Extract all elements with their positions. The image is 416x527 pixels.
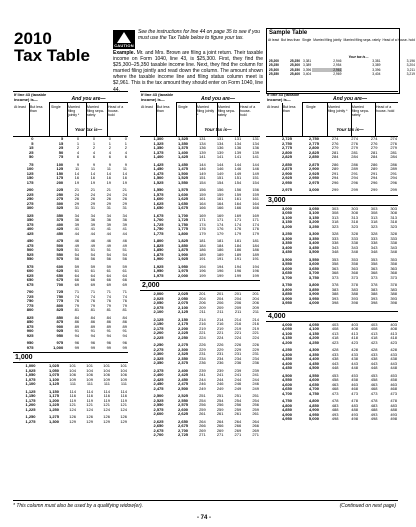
tax-rows-block-e <box>266 137 398 193</box>
table-row: 1,850 1,875 186 186 186 186 <box>153 247 259 252</box>
table-row: 2,950 2,975 296 296 296 296 <box>281 179 397 185</box>
table-row: 75 100 9 9 9 9 <box>29 161 127 167</box>
table-row: 125 150 14 14 14 14 <box>26 170 127 176</box>
tax-rows-block-b <box>13 364 128 424</box>
table-row: 275 300 29 29 29 29 <box>26 200 127 206</box>
table-row: 2,500 2,525 251 251 251 251 <box>153 393 259 398</box>
table-row: 1,350 1,375 136 136 136 136 <box>153 145 259 150</box>
table-row: 3,850 3,900 388 388 388 388 <box>281 291 397 296</box>
table-row: 825 850 84 84 84 84 <box>26 314 127 320</box>
table-row: 2,575 2,600 259 259 259 259 <box>153 406 259 412</box>
table-row: 2,375 2,400 239 239 239 239 <box>153 367 259 373</box>
table-row: 3,700 3,750 373 373 373 373 <box>281 274 397 280</box>
table-row: 1,975 2,000 199 199 199 199 <box>153 272 259 278</box>
table-row: 2,050 2,075 206 206 206 206 <box>153 300 259 305</box>
table-row: 525 550 54 54 54 54 <box>26 251 127 257</box>
table-row: 2,250 2,275 226 226 226 226 <box>153 342 259 347</box>
table-row: 0 5 0 0 0 0 <box>31 136 127 141</box>
table-row: 2,925 2,950 294 294 294 294 <box>281 175 397 180</box>
table-row: 2,550 2,575 256 256 256 256 <box>153 402 259 407</box>
table-row: 4,450 4,500 448 448 448 448 <box>281 365 397 370</box>
tax-rows-block-a <box>13 137 128 350</box>
table-row: 150 175 16 16 16 16 <box>26 175 127 180</box>
table-row: 2,000 2,025 201 201 201 201 <box>153 291 259 296</box>
table-row: 4,800 4,850 483 483 483 483 <box>281 402 397 408</box>
table-row: 800 825 81 81 81 81 <box>26 307 127 312</box>
table-row: 1,675 1,700 169 169 169 169 <box>153 212 259 218</box>
table-row: 1,400 1,425 141 141 141 141 <box>153 154 259 159</box>
table-row: 3,900 3,950 393 393 393 393 <box>281 295 397 301</box>
sample-table: Sample Table At least But less than Single Married filing jointly Married filing sepa- rately Head of a house- hold Your tax is— 25,200 25,250 3,381 2,946 3,381 3,196 25,250 25,300 3,389 2,954 3,389 3,204 25,300 25,350 3,396 2,961 3,396 3,211 25,350 25,400 3,404 2,969 3,404 3,219 <box>266 28 400 94</box>
table-row: 1,750 1,775 176 176 176 176 <box>153 226 259 231</box>
table-row: 1,200 1,225 121 121 121 121 <box>25 402 127 407</box>
year-heading: 2010 <box>14 29 52 48</box>
table-row: 3,950 4,000 398 398 398 398 <box>281 300 397 305</box>
table-row: 1,650 1,675 166 166 166 166 <box>153 205 259 210</box>
table-row: 2,025 2,050 204 204 204 204 <box>153 295 259 301</box>
table-row: 1,825 1,850 184 184 184 184 <box>153 242 259 248</box>
table-row: 1,925 1,950 194 194 194 194 <box>153 263 259 269</box>
table-row: 1,250 1,275 126 126 126 126 <box>25 414 127 419</box>
table-row: 2,850 2,875 286 286 286 286 <box>281 161 397 167</box>
table-row: 1,575 1,600 159 159 159 159 <box>153 191 259 197</box>
sample-row: 25,250 25,300 3,389 2,954 3,389 3,204 <box>268 63 415 68</box>
table-row: 4,100 4,150 413 413 413 413 <box>281 330 397 336</box>
table-row: 3,650 3,700 368 368 368 368 <box>281 270 397 275</box>
table-row: 4,750 4,800 478 478 478 478 <box>281 398 397 403</box>
table-row: 3,050 3,100 308 308 308 308 <box>281 210 397 215</box>
column-header: If line 43 (taxable income) is— And you are— At least But less than Single Married filing jointly * Married filing sepa- rately Head of a house- hold Your tax is— <box>13 92 128 137</box>
table-row: 1,075 1,100 109 109 109 109 <box>25 376 127 382</box>
table-row: 3,100 3,150 313 313 313 313 <box>281 214 397 220</box>
table-row: 25 50 4 4 4 4 <box>29 149 127 155</box>
table-row: 2,900 2,925 291 291 291 291 <box>281 170 397 176</box>
table-row: 625 650 64 64 64 64 <box>26 272 127 278</box>
example-text: Example. Mr. and Mrs. Brown are filing a joint return. Their taxable income on Form 1040, line 43, is $25,300. First, they find the $25,300–25,350 taxable income line. Next, they find the column for married filing jointly and read down the column. The amount shown where the taxable income line and filing status column meet is $2,961. This is the tax amount they should enter on Form 1040, line 44. <box>113 50 263 93</box>
table-row: 175 200 19 19 19 19 <box>26 179 127 185</box>
table-row: 2,650 2,675 266 266 266 266 <box>153 423 259 428</box>
sample-table-title: Sample Table <box>269 30 308 36</box>
table-row: 2,075 2,100 209 209 209 209 <box>153 304 259 310</box>
table-row: 4,700 4,750 473 473 473 473 <box>281 390 397 396</box>
sample-row: 25,200 25,250 3,381 2,946 3,381 3,196 <box>268 59 415 64</box>
table-row: 250 275 26 26 26 26 <box>26 196 127 201</box>
table-row: 425 450 44 44 44 44 <box>26 230 127 236</box>
column-2 <box>140 91 260 438</box>
table-row: 1,700 1,725 171 171 171 171 <box>153 217 259 222</box>
table-row: 1,600 1,625 161 161 161 161 <box>153 196 259 201</box>
table-row: 1,550 1,575 156 156 156 156 <box>153 187 259 192</box>
page-title: Tax Table <box>14 46 90 65</box>
table-row: 900 925 91 91 91 91 <box>26 328 127 333</box>
table-row: 2,525 2,550 254 254 254 254 <box>153 397 259 403</box>
table-row: 550 575 56 56 56 56 <box>26 256 127 261</box>
table-row: 875 900 89 89 89 89 <box>26 323 127 329</box>
table-row: 4,550 4,600 458 458 458 458 <box>281 377 397 382</box>
intro-text: See the instructions for line 44 on page 35 to see if you must use the Tax Table below to figure your tax. <box>138 29 261 42</box>
section-heading: 4,000 <box>266 311 398 322</box>
page-number: - 74 - <box>196 515 211 521</box>
table-row: 4,150 4,200 418 418 418 418 <box>281 335 397 340</box>
table-row: 3,800 3,850 383 383 383 383 <box>281 286 397 292</box>
column-header: If line 43 (taxable income) is— And you are— At least But less than Single Married filing jointly * Married filing sepa- rately Head of a house- hold Your tax is— <box>140 92 260 137</box>
table-row: 3,750 3,800 378 378 378 378 <box>281 282 397 287</box>
table-row: 1,875 1,900 189 189 189 189 <box>153 251 259 257</box>
table-row: 3,200 3,250 323 323 323 323 <box>281 223 397 229</box>
table-row: 1,150 1,175 116 116 116 116 <box>25 393 127 398</box>
table-row: 2,725 2,750 274 274 274 274 <box>281 136 397 141</box>
table-row: 2,675 2,700 269 269 269 269 <box>153 427 259 433</box>
table-row: 2,200 2,225 221 221 221 221 <box>153 330 259 335</box>
table-row: 2,425 2,450 244 244 244 244 <box>153 376 259 382</box>
table-row: 850 875 86 86 86 86 <box>26 319 127 324</box>
table-row: 4,500 4,550 453 453 453 453 <box>281 372 397 378</box>
table-row: 3,450 3,500 348 348 348 348 <box>281 249 397 254</box>
sample-row: 25,350 25,400 3,404 2,969 3,404 3,219 <box>268 71 415 76</box>
table-row: 3,400 3,450 343 343 343 343 <box>281 244 397 250</box>
table-row: 4,650 4,700 468 468 468 468 <box>281 386 397 391</box>
tax-rows-block-g <box>266 323 398 425</box>
table-row: 4,250 4,300 428 428 428 428 <box>281 347 397 352</box>
table-row: 725 750 74 74 74 74 <box>26 293 127 299</box>
table-row: 2,475 2,500 249 249 249 249 <box>153 385 259 391</box>
section-heading: 3,000 <box>266 195 398 206</box>
table-row: 5 15 1 1 1 1 <box>31 140 127 146</box>
table-row: 1,300 1,325 131 131 131 131 <box>153 136 259 141</box>
table-row: 475 500 49 49 49 49 <box>26 242 127 248</box>
table-row: 2,225 2,250 224 224 224 224 <box>153 334 259 340</box>
table-row: 2,400 2,425 241 241 241 241 <box>153 372 259 377</box>
table-row: 950 975 96 96 96 96 <box>26 340 127 345</box>
table-row: 2,450 2,475 246 246 246 246 <box>153 381 259 386</box>
section-heading: 2,000 <box>140 280 260 291</box>
table-row: 2,825 2,850 284 284 284 284 <box>281 154 397 159</box>
table-row: 4,050 4,100 408 408 408 408 <box>281 326 397 331</box>
table-row: 925 950 94 94 94 94 <box>26 332 127 338</box>
sample-row: 25,300 25,350 3,396 2,961 3,396 3,211 <box>268 67 415 72</box>
table-row: 2,125 2,150 214 214 214 214 <box>153 316 259 322</box>
table-row: 1,025 1,050 104 104 104 104 <box>25 367 127 373</box>
table-row: 2,275 2,300 229 229 229 229 <box>153 346 259 352</box>
table-row: 2,625 2,650 264 264 264 264 <box>153 418 259 424</box>
table-row: 1,525 1,550 154 154 154 154 <box>153 179 259 185</box>
table-row: 700 725 71 71 71 71 <box>26 289 127 294</box>
table-row: 2,875 2,900 289 289 289 289 <box>281 166 397 171</box>
table-row: 1,225 1,250 124 124 124 124 <box>25 406 127 412</box>
table-row: 3,600 3,650 363 363 363 363 <box>281 265 397 271</box>
table-row: 2,975 3,000 299 299 299 299 <box>281 187 397 192</box>
table-row: 375 400 39 39 39 39 <box>26 221 127 227</box>
table-row: 2,300 2,325 231 231 231 231 <box>153 351 259 356</box>
table-row: 350 375 36 36 36 36 <box>26 217 127 222</box>
table-row: 1,500 1,525 151 151 151 151 <box>153 175 259 180</box>
table-row: 100 125 11 11 11 11 <box>26 166 127 171</box>
table-row: 4,000 4,050 403 403 403 403 <box>281 321 397 327</box>
table-row: 1,450 1,475 146 146 146 146 <box>153 166 259 171</box>
table-row: 1,000 1,025 101 101 101 101 <box>25 363 127 368</box>
tax-rows-block-c <box>140 137 260 278</box>
table-row: 4,350 4,400 438 438 438 438 <box>281 356 397 361</box>
table-row: 600 625 61 61 61 61 <box>26 268 127 273</box>
table-row: 2,350 2,375 236 236 236 236 <box>153 360 259 365</box>
table-row: 4,850 4,900 488 488 488 488 <box>281 407 397 412</box>
table-row: 3,150 3,200 318 318 318 318 <box>281 219 397 224</box>
table-row: 2,775 2,800 279 279 279 279 <box>281 145 397 150</box>
table-row: 4,950 5,000 498 498 498 498 <box>281 416 397 421</box>
table-row: 4,600 4,650 463 463 463 463 <box>281 381 397 387</box>
table-row: 1,475 1,500 149 149 149 149 <box>153 170 259 176</box>
table-row: 3,250 3,300 328 328 328 328 <box>281 231 397 236</box>
column-1 <box>13 91 128 424</box>
table-row: 675 700 69 69 69 69 <box>26 281 127 287</box>
table-row: 1,950 1,975 196 196 196 196 <box>153 268 259 273</box>
table-row: 3,300 3,350 333 333 333 333 <box>281 235 397 241</box>
table-row: 1,425 1,450 144 144 144 144 <box>153 161 259 167</box>
table-row: 975 1,000 99 99 99 99 <box>26 344 127 350</box>
table-row: 3,000 3,050 303 303 303 303 <box>281 205 397 211</box>
table-row: 2,175 2,200 219 219 219 219 <box>153 325 259 331</box>
column-header: If line 43 (taxable income) is— And you are— At least But less than Single Married filing jointly * Married filing sepa- rately Head of a house- hold Your tax is— <box>266 92 398 137</box>
table-row: 575 600 59 59 59 59 <box>26 263 127 269</box>
section-heading: 1,000 <box>13 352 128 363</box>
table-row: 2,700 2,725 271 271 271 271 <box>153 432 259 437</box>
caution-icon: CAUTION <box>113 30 135 49</box>
table-row: 2,100 2,125 211 211 211 211 <box>153 309 259 314</box>
table-row: 2,600 2,625 261 261 261 261 <box>153 411 259 416</box>
table-row: 1,900 1,925 191 191 191 191 <box>153 256 259 261</box>
table-row: 1,625 1,650 164 164 164 164 <box>153 200 259 206</box>
footnote: * This column must also be used by a qualifying widow(er). <box>13 503 144 509</box>
table-row: 3,500 3,550 353 353 353 353 <box>281 256 397 262</box>
table-row: 1,725 1,750 174 174 174 174 <box>153 221 259 227</box>
table-row: 4,200 4,250 423 423 423 423 <box>281 339 397 345</box>
table-row: 4,400 4,450 443 443 443 443 <box>281 360 397 366</box>
table-row: 1,175 1,200 119 119 119 119 <box>25 397 127 403</box>
table-row: 400 425 41 41 41 41 <box>26 226 127 231</box>
table-row: 325 350 34 34 34 34 <box>26 212 127 218</box>
table-row: 1,100 1,125 111 111 111 111 <box>25 381 127 386</box>
table-row: 1,775 1,800 179 179 179 179 <box>153 230 259 236</box>
table-row: 1,800 1,825 181 181 181 181 <box>153 238 259 243</box>
table-row: 450 475 46 46 46 46 <box>26 238 127 243</box>
table-row: 1,275 1,300 129 129 129 129 <box>25 418 127 424</box>
continued-note: (Continued on next page) <box>339 503 396 509</box>
table-row: 225 250 24 24 24 24 <box>26 191 127 197</box>
table-row: 650 675 66 66 66 66 <box>26 277 127 282</box>
tax-rows-block-f <box>266 207 398 309</box>
table-row: 50 75 6 6 6 6 <box>29 154 127 159</box>
table-row: 1,325 1,350 134 134 134 134 <box>153 140 259 146</box>
table-row: 1,125 1,150 114 114 114 114 <box>25 388 127 394</box>
table-row: 4,300 4,350 433 433 433 433 <box>281 351 397 357</box>
table-row: 2,750 2,775 276 276 276 276 <box>281 140 397 146</box>
table-row: 500 525 51 51 51 51 <box>26 247 127 252</box>
table-row: 3,350 3,400 338 338 338 338 <box>281 240 397 245</box>
table-row: 15 25 2 2 2 2 <box>29 145 127 150</box>
table-row: 1,050 1,075 106 106 106 106 <box>25 372 127 377</box>
table-row: 3,550 3,600 358 358 358 358 <box>281 261 397 266</box>
tax-rows-block-d <box>140 292 260 438</box>
table-row: 2,800 2,825 281 281 281 281 <box>281 149 397 155</box>
column-3 <box>266 91 398 425</box>
table-row: 2,150 2,175 216 216 216 216 <box>153 321 259 326</box>
table-row: 300 325 31 31 31 31 <box>26 205 127 210</box>
table-row: 4,900 4,950 493 493 493 493 <box>281 411 397 417</box>
table-row: 775 800 79 79 79 79 <box>26 302 127 308</box>
table-row: 750 775 76 76 76 76 <box>26 298 127 303</box>
table-row: 200 225 21 21 21 21 <box>26 187 127 192</box>
table-row: 2,325 2,350 234 234 234 234 <box>153 355 259 361</box>
table-row: 1,375 1,400 139 139 139 139 <box>153 149 259 155</box>
